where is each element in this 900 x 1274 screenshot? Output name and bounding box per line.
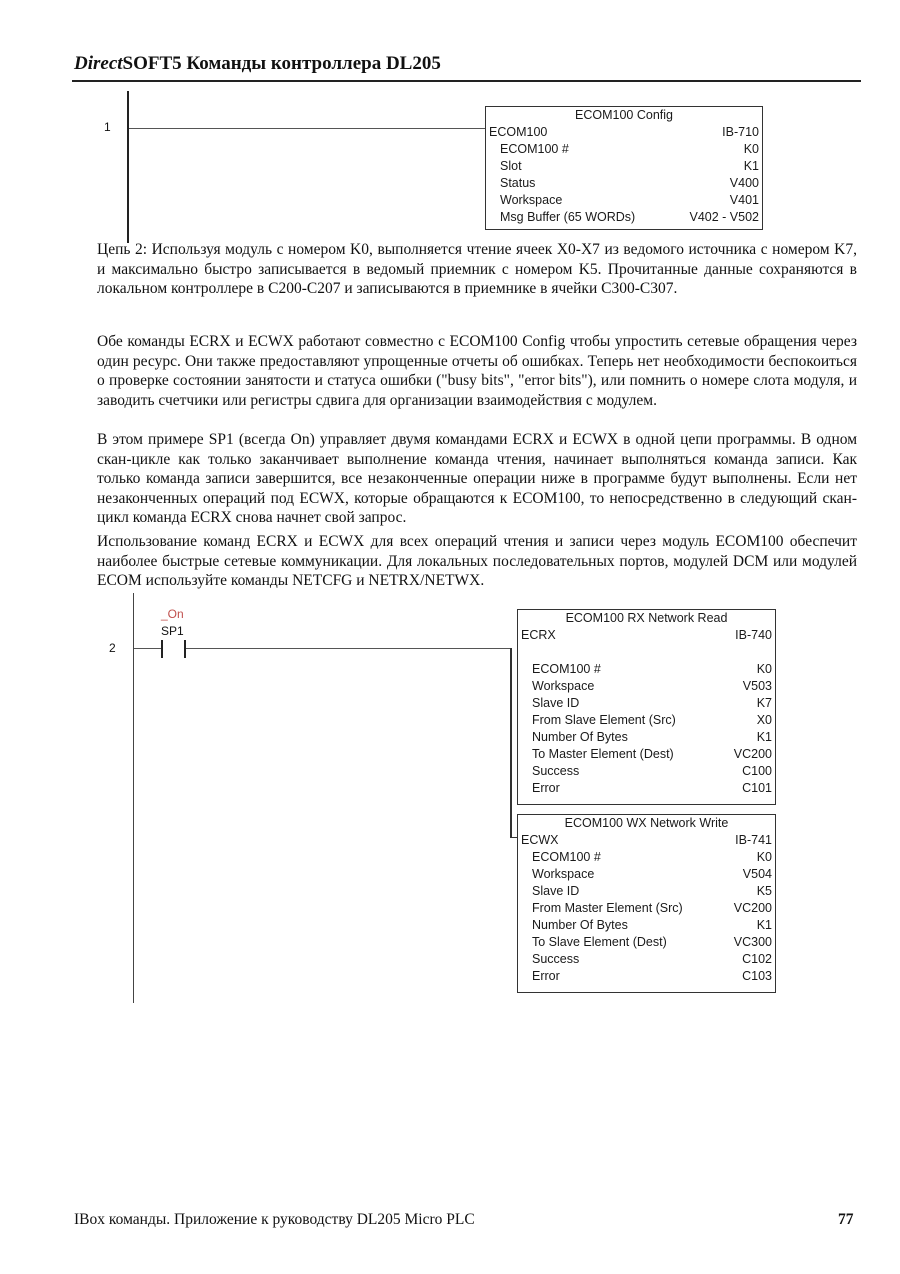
param-value: V401 bbox=[729, 193, 759, 207]
paragraph-rung2-description: Цепь 2: Используя модуль с номером K0, выполняется чтение ячеек X0-X7 из ведомого источника с номером K7, и максимально быстро записывается в ведомый приемник с номером K5. Прочитанные данные сохраняются в локальном контроллере в C200-C207 и записываются в приемнике в ячейки C300-C307. bbox=[97, 241, 857, 298]
param-label: Workspace bbox=[532, 867, 595, 881]
param-label: Success bbox=[532, 952, 580, 966]
param-label: Slave ID bbox=[532, 696, 580, 710]
page-header-title bbox=[74, 53, 441, 75]
ibox-mnemonic-row bbox=[486, 124, 762, 141]
ibox-param bbox=[518, 780, 775, 797]
ibox-param bbox=[518, 917, 775, 934]
ibox-param bbox=[518, 883, 775, 900]
ibox-param bbox=[518, 951, 775, 968]
param-value: VC200 bbox=[733, 901, 772, 915]
ibox-mnemonic: ECWX bbox=[521, 833, 559, 847]
param-value: K0 bbox=[743, 142, 759, 156]
rung-number: 2 bbox=[109, 641, 116, 655]
ibox-param bbox=[518, 712, 775, 729]
ibox-mnemonic: ECRX bbox=[521, 628, 556, 642]
ibox-param bbox=[518, 746, 775, 763]
ibox-param bbox=[518, 661, 775, 678]
param-value: K0 bbox=[756, 662, 772, 676]
param-label: From Master Element (Src) bbox=[532, 901, 683, 915]
param-label: Error bbox=[532, 969, 560, 983]
contact-left-plate[interactable] bbox=[161, 640, 163, 658]
ibox-param bbox=[486, 209, 762, 226]
param-label: ECOM100 # bbox=[500, 142, 569, 156]
paragraph-usage-note: Использование команд ECRX и ECWX для всех операций чтения и записи через модуль ECOM100 обеспечит наиболее быстрые сетевые коммуникации. Для локальных последовательных портов, модулей DCM или модулей ECOM используйте команды NETCFG и NETRX/NETWX. bbox=[97, 533, 857, 590]
branch-vertical-wire bbox=[510, 648, 512, 838]
param-value: X0 bbox=[756, 713, 772, 727]
ibox-param bbox=[486, 158, 762, 175]
param-value: V503 bbox=[742, 679, 772, 693]
param-value: C100 bbox=[742, 764, 772, 778]
ibox-title: ECOM100 WX Network Write bbox=[564, 816, 729, 830]
paragraph-sp1-example: В этом примере SP1 (всегда On) управляет двумя командами ECRX и ECWX в одной цепи программы. В одном скан-цикле как только заканчивает выполнение команда чтения, начинает выполняться команда записи. Как только команда записи завершится, все незаконченные операции ниже в программе будут выполнены. Если нет незаконченных операций под ECWX, которые обращаются к ECOM100, то непосредственно в следующий скан-цикл команда ECRX снова начнет свой запрос. bbox=[97, 431, 857, 527]
param-label: Number Of Bytes bbox=[532, 730, 628, 744]
ibox-code: IB-741 bbox=[735, 833, 772, 847]
ibox-title: ECOM100 Config bbox=[575, 108, 673, 122]
param-label: To Slave Element (Dest) bbox=[532, 935, 667, 949]
param-label: From Slave Element (Src) bbox=[532, 713, 676, 727]
ibox-param bbox=[518, 968, 775, 985]
param-value: V504 bbox=[742, 867, 772, 881]
param-value: K1 bbox=[756, 730, 772, 744]
param-label: To Master Element (Dest) bbox=[532, 747, 674, 761]
param-label: Msg Buffer (65 WORDs) bbox=[500, 210, 636, 224]
param-label: Status bbox=[500, 176, 536, 190]
param-value: K7 bbox=[756, 696, 772, 710]
param-label: Success bbox=[532, 764, 580, 778]
contact-address: SP1 bbox=[161, 624, 184, 638]
param-label: Number Of Bytes bbox=[532, 918, 628, 932]
param-label: Error bbox=[532, 781, 560, 795]
ibox-ecwx-network-write[interactable] bbox=[517, 814, 776, 993]
left-power-rail bbox=[133, 593, 134, 1003]
param-value: C101 bbox=[742, 781, 772, 795]
param-label: Workspace bbox=[532, 679, 595, 693]
page-number: 77 bbox=[838, 1211, 854, 1228]
param-value: V400 bbox=[729, 176, 759, 190]
param-value: K5 bbox=[756, 884, 772, 898]
param-value: K1 bbox=[756, 918, 772, 932]
ibox-param bbox=[486, 175, 762, 192]
ibox-param bbox=[486, 192, 762, 209]
ibox-spacer bbox=[518, 644, 775, 661]
rung-wire bbox=[186, 648, 510, 649]
ibox-param bbox=[518, 695, 775, 712]
param-label: ECOM100 # bbox=[532, 850, 601, 864]
ibox-param bbox=[518, 866, 775, 883]
ibox-param bbox=[518, 678, 775, 695]
contact-nickname: _On bbox=[161, 607, 184, 621]
param-value: C102 bbox=[742, 952, 772, 966]
header-title-rest: SOFT5 Команды контроллера DL205 bbox=[122, 53, 441, 74]
param-label: ECOM100 # bbox=[532, 662, 601, 676]
ibox-ecom100-config[interactable] bbox=[485, 106, 763, 230]
ibox-mnemonic-row bbox=[518, 627, 775, 644]
ibox-code: IB-740 bbox=[735, 628, 772, 642]
param-label: Workspace bbox=[500, 193, 563, 207]
ibox-ecrx-network-read[interactable] bbox=[517, 609, 776, 805]
paragraph-ecrx-ecwx-overview: Обе команды ECRX и ECWX работают совместно с ECOM100 Config чтобы упростить сетевые обращения через один ресурс. Они также предоставляют упрощенные отчеты об ошибках. Теперь нет необходимости беспокоиться о проверке состоянии занятости и статуса ошибки ("busy bits", "error bits"), или помнить о номере слота модуля, и заводить счетчики или регистры сдвига для организации взаимодействия с модулем. bbox=[97, 333, 857, 409]
ibox-param bbox=[486, 141, 762, 158]
header-title-italic: Direct bbox=[74, 53, 123, 74]
left-power-rail bbox=[127, 91, 129, 243]
rung-wire bbox=[129, 128, 486, 129]
param-value: C103 bbox=[742, 969, 772, 983]
param-value: K0 bbox=[756, 850, 772, 864]
ibox-title: ECOM100 RX Network Read bbox=[565, 611, 728, 625]
ibox-param bbox=[518, 763, 775, 780]
param-label: Slot bbox=[500, 159, 522, 173]
param-value: V402 - V502 bbox=[689, 210, 759, 224]
ibox-param bbox=[518, 849, 775, 866]
param-label: Slave ID bbox=[532, 884, 580, 898]
ibox-param bbox=[518, 900, 775, 917]
ibox-mnemonic-row bbox=[518, 832, 775, 849]
ibox-mnemonic: ECOM100 bbox=[489, 125, 548, 139]
page-footer-text: IBox команды. Приложение к руководству DL205 Micro PLC bbox=[74, 1211, 475, 1228]
ibox-param bbox=[518, 934, 775, 951]
rung-wire bbox=[134, 648, 161, 649]
param-value: VC200 bbox=[733, 747, 772, 761]
ibox-param bbox=[518, 729, 775, 746]
rung-number: 1 bbox=[104, 120, 111, 134]
ibox-code: IB-710 bbox=[722, 125, 759, 139]
param-value: K1 bbox=[743, 159, 759, 173]
contact-right-plate[interactable] bbox=[184, 640, 186, 658]
header-divider bbox=[72, 80, 861, 82]
param-value: VC300 bbox=[733, 935, 772, 949]
